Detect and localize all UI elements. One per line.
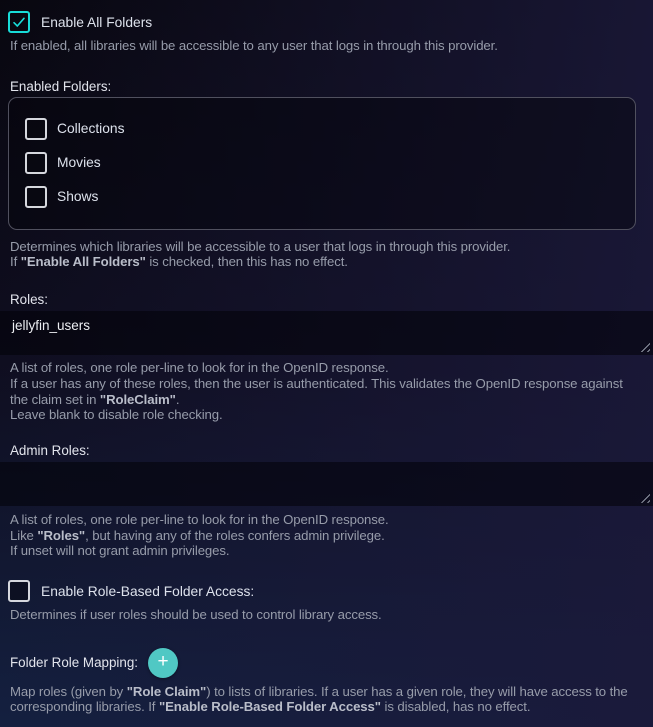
folder-role-mapping-row bbox=[10, 648, 643, 678]
role-based-access-description: Determines if user roles should be used to control library access. bbox=[10, 607, 382, 623]
folder-movies-label[interactable]: Movies bbox=[57, 155, 101, 171]
enable-all-folders-checkbox[interactable] bbox=[8, 11, 30, 33]
desc-text: Determines which libraries will be accessible to a user that logs in through this provider. bbox=[10, 238, 511, 254]
folder-shows-checkbox[interactable] bbox=[25, 186, 47, 208]
desc-text: Like bbox=[10, 527, 38, 543]
role-based-access-row bbox=[8, 580, 643, 602]
plus-icon: + bbox=[157, 651, 169, 673]
enabled-folders-label: Enabled Folders: bbox=[10, 78, 112, 94]
folder-role-mapping-label: Folder Role Mapping: bbox=[10, 655, 139, 671]
roles-label: Roles: bbox=[10, 292, 48, 308]
role-based-access-label[interactable]: Enable Role-Based Folder Access: bbox=[41, 583, 255, 599]
bold-term-roleclaim: "RoleClaim" bbox=[99, 391, 176, 407]
folder-role-mapping-description bbox=[10, 684, 643, 715]
admin-roles-input[interactable] bbox=[0, 462, 653, 506]
add-folder-role-mapping-button[interactable] bbox=[148, 648, 178, 678]
bold-term-roles: "Roles" bbox=[37, 527, 86, 543]
desc-text: Leave blank to disable role checking. bbox=[10, 407, 223, 423]
desc-text: If a user has any of these roles, then the user is authenticated. This validates the OpenID response against the claim set in bbox=[10, 375, 623, 407]
desc-text: If unset will not grant admin privileges. bbox=[10, 543, 230, 559]
bold-term-enable-all-folders: "Enable All Folders" bbox=[20, 254, 146, 270]
admin-roles-description bbox=[10, 512, 643, 559]
folder-collections-label[interactable]: Collections bbox=[57, 121, 125, 137]
enable-all-folders-description: If enabled, all libraries will be accessible to any user that logs in through this provider. bbox=[10, 38, 498, 53]
roles-input[interactable] bbox=[0, 311, 653, 355]
checkmark-icon bbox=[11, 14, 27, 30]
admin-roles-label: Admin Roles: bbox=[10, 442, 90, 458]
enable-all-folders-label[interactable]: Enable All Folders bbox=[41, 14, 153, 30]
role-based-access-checkbox[interactable] bbox=[8, 580, 30, 602]
folder-shows-label[interactable]: Shows bbox=[57, 189, 99, 205]
roles-textarea-wrap bbox=[0, 311, 653, 355]
enabled-folders-list bbox=[8, 97, 636, 230]
folder-movies-checkbox[interactable] bbox=[25, 152, 47, 174]
bold-term-enable-role-based-folder-access: "Enable Role-Based Folder Access" bbox=[158, 699, 381, 715]
desc-text: , but having any of the roles confers admin privilege. bbox=[85, 527, 385, 543]
desc-text: If bbox=[10, 254, 21, 270]
desc-text: . bbox=[175, 391, 180, 407]
admin-roles-textarea-wrap bbox=[0, 462, 653, 506]
roles-description bbox=[10, 360, 643, 423]
desc-text: is checked, then this has no effect. bbox=[145, 254, 348, 270]
enabled-folders-description bbox=[10, 239, 643, 270]
bold-term-role-claim: "Role Claim" bbox=[126, 683, 207, 699]
folder-row-collections bbox=[25, 118, 619, 140]
enable-all-folders-row bbox=[8, 11, 643, 33]
desc-text: Map roles (given by bbox=[10, 683, 127, 699]
folder-row-shows bbox=[25, 186, 619, 208]
folder-row-movies bbox=[25, 152, 619, 174]
desc-text: ) to lists of libraries. If a user has a given role, they will have access to the corresponding libraries. If bbox=[10, 683, 628, 715]
desc-text: A list of roles, one role per-line to look for in the OpenID response. bbox=[10, 360, 389, 376]
desc-text: A list of roles, one role per-line to look for in the OpenID response. bbox=[10, 511, 389, 527]
folder-collections-checkbox[interactable] bbox=[25, 118, 47, 140]
desc-text: is disabled, has no effect. bbox=[380, 699, 531, 715]
